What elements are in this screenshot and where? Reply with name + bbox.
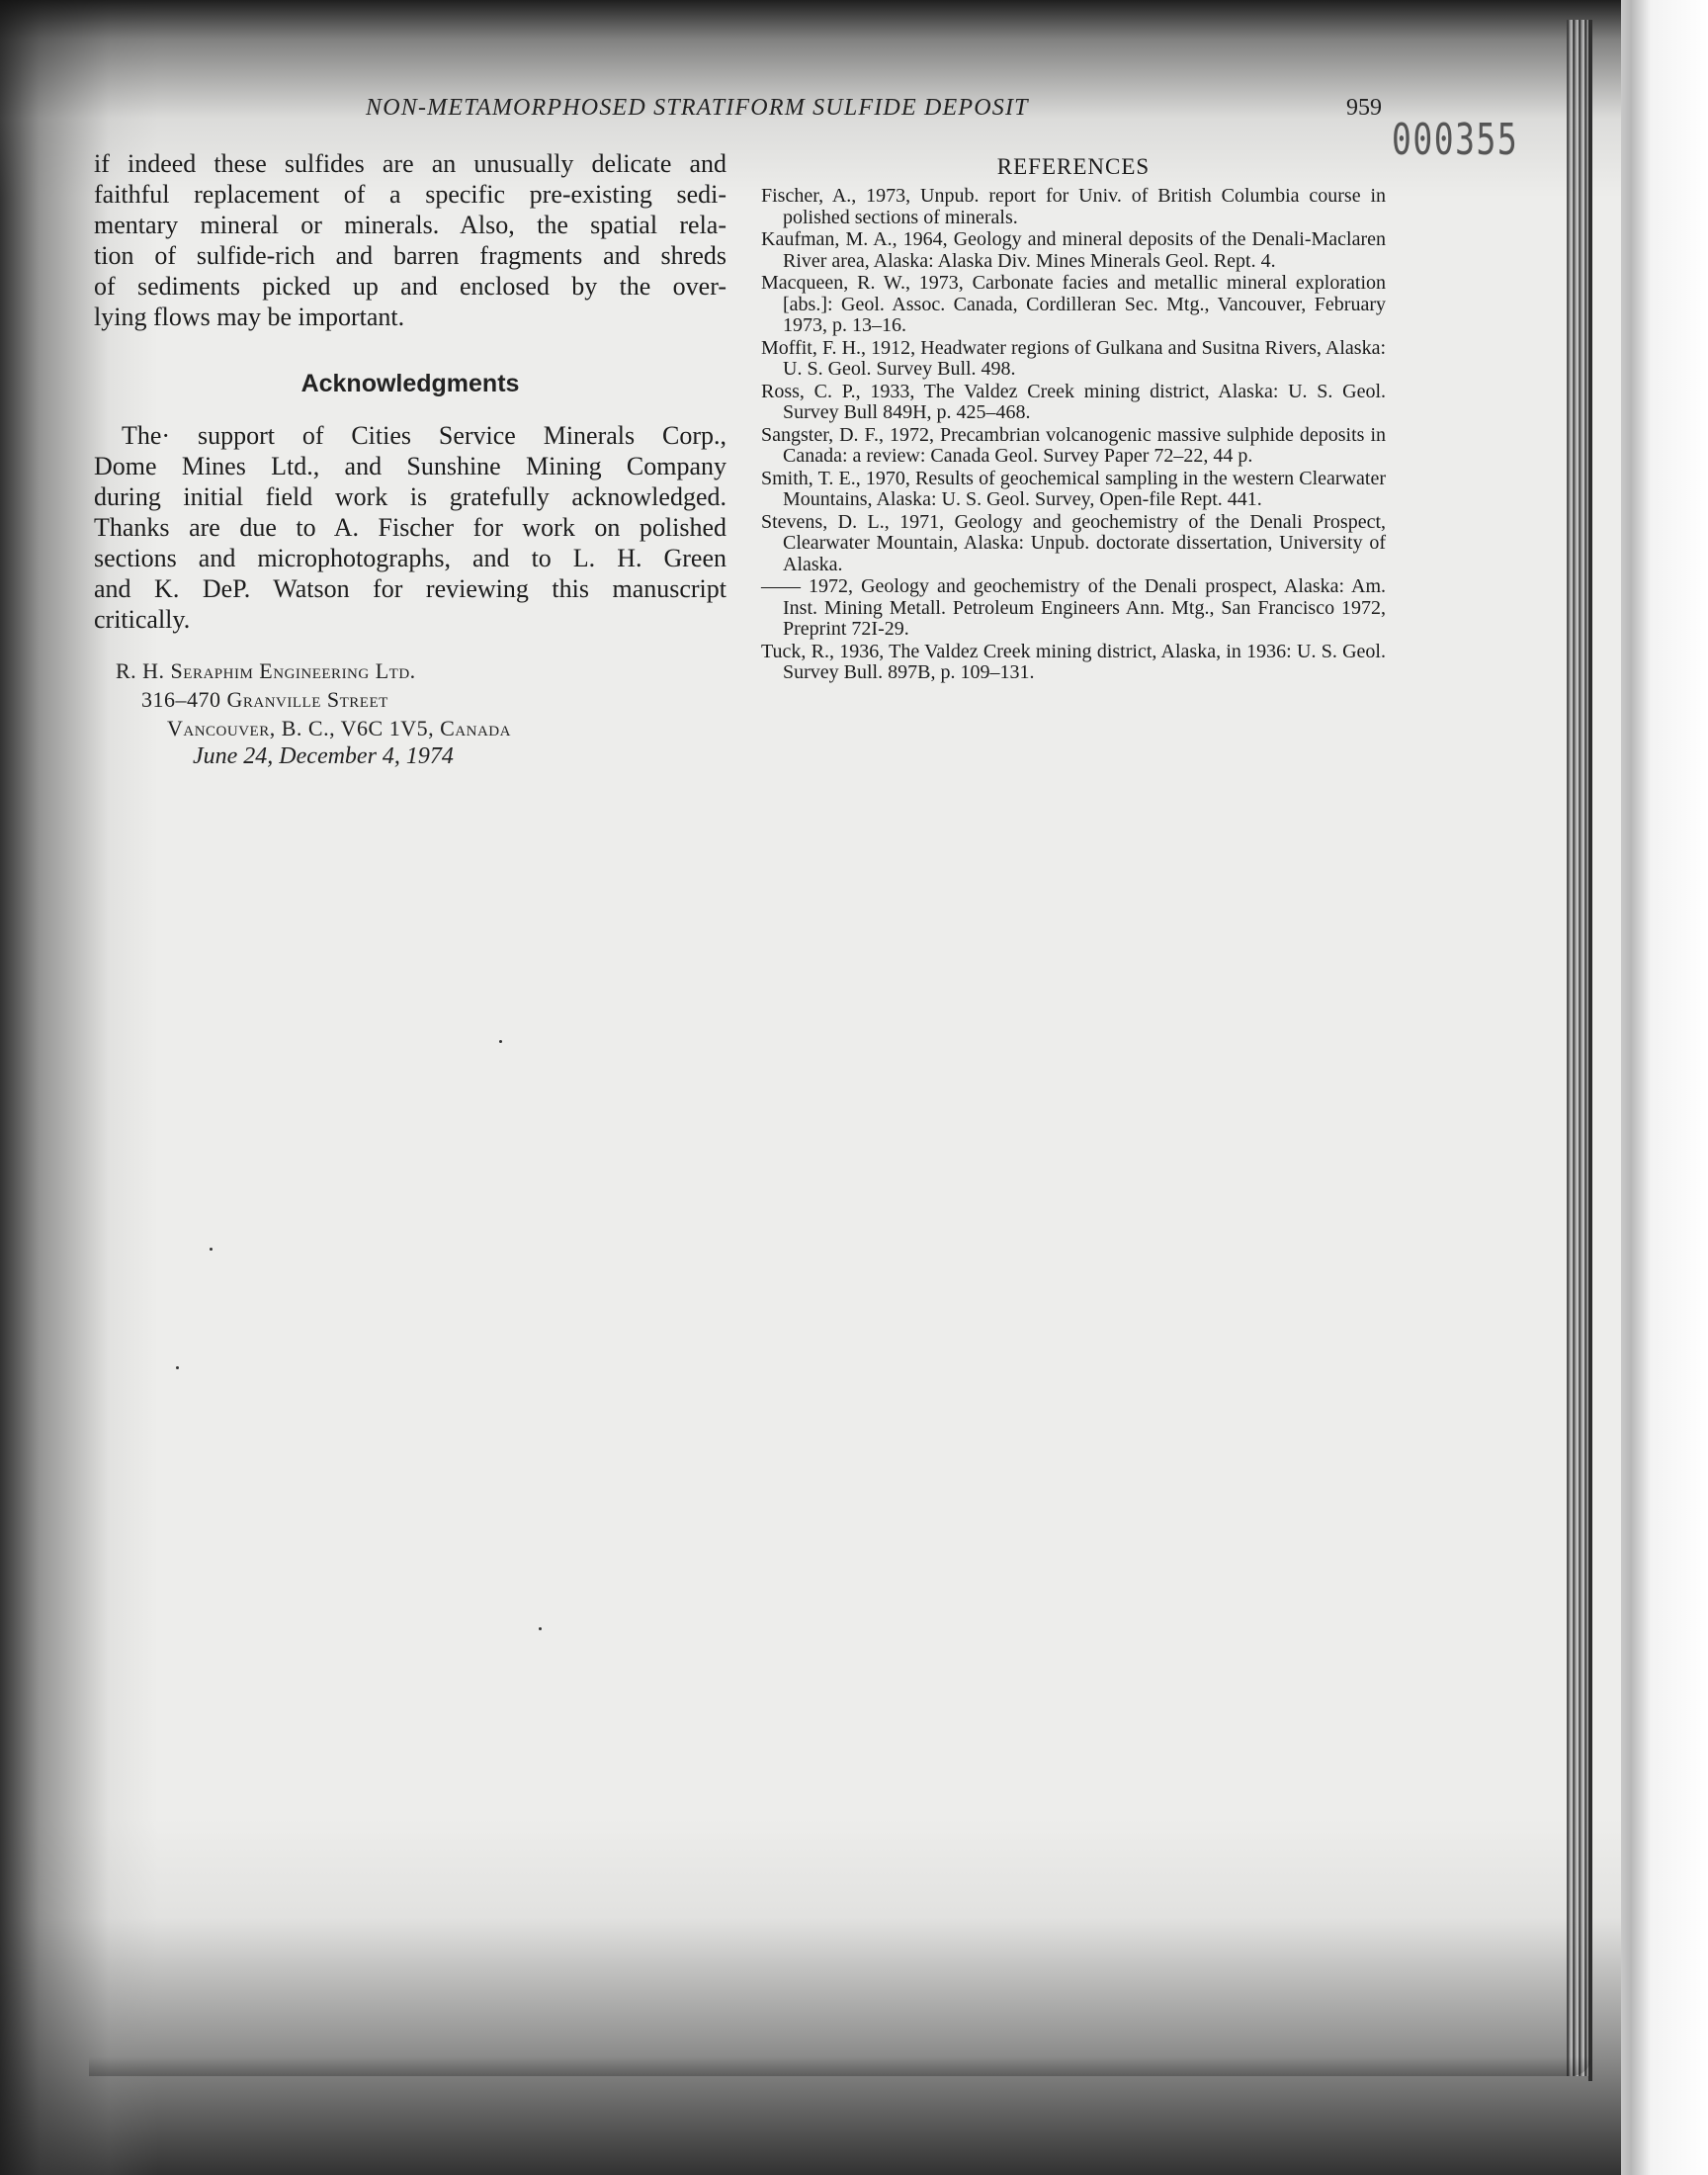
text-line: sections and microphotographs, and to L. H. Green xyxy=(94,544,726,572)
text-line: The· support of Cities Service Minerals Corp., xyxy=(122,421,726,450)
scan-speck xyxy=(210,1248,213,1251)
text-line: mentary mineral or minerals. Also, the spatial rela- xyxy=(94,211,726,239)
left-column xyxy=(94,148,726,771)
text-line: if indeed these sulfides are an unusually delicate and xyxy=(94,149,726,178)
text-line: and K. DeP. Watson for reviewing this manuscript xyxy=(94,574,726,603)
acknowledgments-paragraph xyxy=(94,420,726,635)
address-street: 316–470 Granville Street xyxy=(141,687,388,712)
reference-item: Smith, T. E., 1970, Results of geochemical sampling in the western Clearwater Mountains, Alaska: U. S. Geol. Survey, Open-file Rept. 441. xyxy=(761,467,1386,510)
author-address xyxy=(94,656,726,771)
address-company: R. H. Seraphim Engineering Ltd. xyxy=(116,658,416,683)
page-stack-edge xyxy=(1567,20,1588,2076)
text-line: critically. xyxy=(94,605,191,634)
text-line: lying flows may be important. xyxy=(94,303,405,331)
text-line: during initial field work is gratefully acknowledged. xyxy=(94,482,726,511)
received-dates: June 24, December 4, 1974 xyxy=(193,743,454,769)
text-line: Dome Mines Ltd., and Sunshine Mining Company xyxy=(94,452,726,480)
reference-item: Moffit, F. H., 1912, Headwater regions of Gulkana and Susitna Rivers, Alaska: U. S. Geol. Survey Bull. 498. xyxy=(761,336,1386,380)
archive-stamp: 000355 xyxy=(1392,115,1519,165)
text-line: Thanks are due to A. Fischer for work on polished xyxy=(94,513,726,542)
references-column xyxy=(761,154,1386,685)
references-heading: REFERENCES xyxy=(996,154,1151,179)
scanner-margin xyxy=(1621,0,1708,2175)
reference-item: Sangster, D. F., 1972, Precambrian volcanogenic massive sulphide deposits in Canada: a review: Canada Geol. Survey Paper 72–22, 44 p. xyxy=(761,423,1386,467)
reference-item: Tuck, R., 1936, The Valdez Creek mining district, Alaska, in 1936: U. S. Geol. Survey Bull. 897B, p. 109–131. xyxy=(761,640,1386,683)
running-title: NON-METAMORPHOSED STRATIFORM SULFIDE DEPOSIT xyxy=(366,95,1029,121)
page-edge-line xyxy=(1588,20,1592,2081)
page-bottom-shadow xyxy=(89,2056,1591,2076)
reference-item: —— 1972, Geology and geochemistry of the Denali prospect, Alaska: Am. Inst. Mining Metall. Petroleum Engineers Ann. Mtg., San Francisco 1972, Preprint 72I-29. xyxy=(761,575,1386,640)
scan-speck xyxy=(539,1627,542,1630)
page-number: 959 xyxy=(1346,95,1382,121)
scan-speck xyxy=(499,1040,502,1043)
text-line: faithful replacement of a specific pre-existing sedi- xyxy=(94,180,726,209)
scan-speck xyxy=(176,1366,179,1369)
reference-item: Kaufman, M. A., 1964, Geology and mineral deposits of the Denali-Maclaren River area, Alaska: Alaska Div. Mines Minerals Geol. Rept. 4. xyxy=(761,228,1386,272)
address-city: Vancouver, B. C., V6C 1V5, Canada xyxy=(167,716,511,740)
reference-list xyxy=(761,186,1386,684)
reference-item: Ross, C. P., 1933, The Valdez Creek mining district, Alaska: U. S. Geol. Survey Bull 849H, p. 425–468. xyxy=(761,380,1386,423)
text-line: tion of sulfide-rich and barren fragments and shreds xyxy=(94,241,726,270)
reference-item: Fischer, A., 1973, Unpub. report for Univ. of British Columbia course in polished sections of minerals. xyxy=(761,185,1386,228)
reference-item: Macqueen, R. W., 1973, Carbonate facies and metallic mineral exploration [abs.]: Geol. Assoc. Canada, Cordilleran Sec. Mtg., Vancouver, February 1973, p. 13–16. xyxy=(761,272,1386,336)
reference-item: Stevens, D. L., 1971, Geology and geochemistry of the Denali Prospect, Clearwater Mountain, Alaska: Unpub. doctorate dissertation, University of Alaska. xyxy=(761,510,1386,575)
closing-paragraph xyxy=(94,148,726,332)
acknowledgments-heading: Acknowledgments xyxy=(300,370,520,397)
text-line: of sediments picked up and enclosed by the over- xyxy=(94,272,726,301)
